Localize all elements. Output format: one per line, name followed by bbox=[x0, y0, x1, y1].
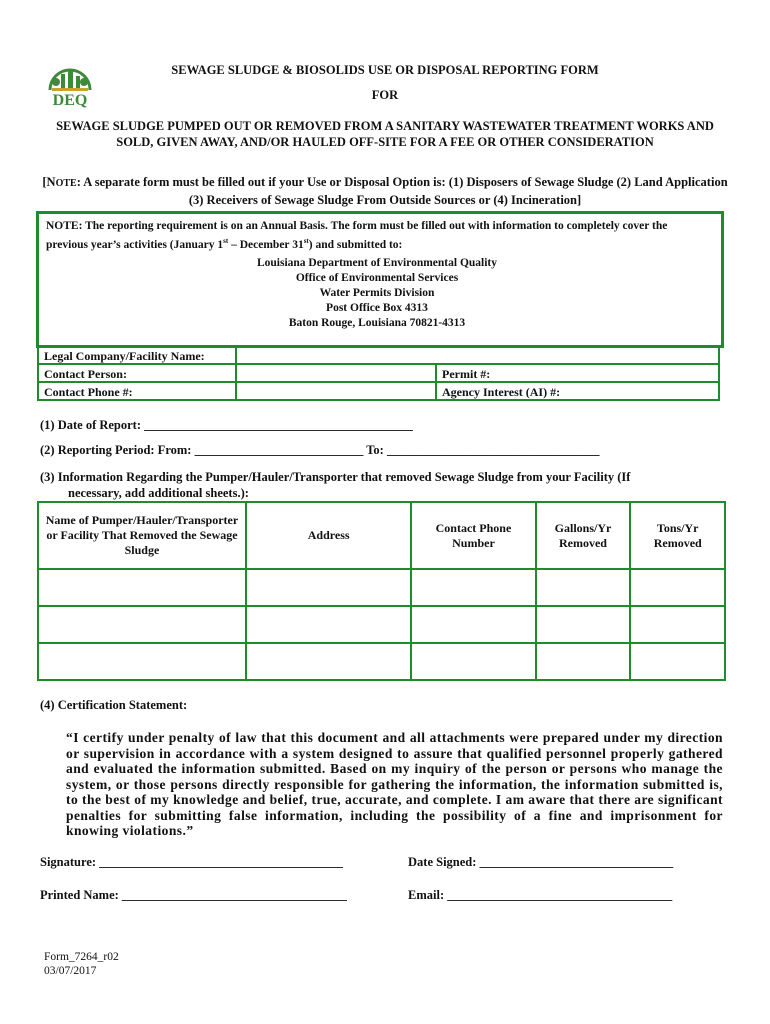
col-header-name: Name of Pumper/Hauler/Transporter or Facility That Removed the Sewage Sludge bbox=[38, 502, 246, 569]
form-footer bbox=[44, 950, 119, 978]
note-sup-2: st bbox=[303, 237, 309, 245]
table-cell[interactable] bbox=[536, 606, 631, 643]
certification-statement: “I certify under penalty of law that this document and all attachments were prepared under my direction or supervision in accordance with a system designed to assure that qualified personnel properly gathered and evaluated the information submitted. Based on my inquiry of the person or persons who manage the system, or those persons directly responsible for gathering the information, the information submitted is, to the best of my knowledge and belief, true, accurate, and complete. I am aware that there are significant penalties for submitting false information, including the possibility of a fine and imprisonment for knowing violations.” bbox=[66, 730, 723, 838]
pumper-hauler-table bbox=[37, 501, 726, 681]
date-of-report[interactable]: (1) Date of Report: ___________________________________________ bbox=[40, 418, 413, 432]
contact-phone-field[interactable] bbox=[235, 381, 437, 401]
table-cell[interactable] bbox=[246, 606, 411, 643]
form-date: 03/07/2017 bbox=[44, 965, 97, 977]
email-line[interactable]: Email: ____________________________________ bbox=[408, 888, 673, 902]
form-subtitle: SEWAGE SLUDGE PUMPED OUT OR REMOVED FROM A SANITARY WASTEWATER TREATMENT WORKS AND SOLD, GIVEN AWAY, AND/OR HAULED OFF-SITE FOR A FEE OR OTHER CONSIDERATION bbox=[56, 119, 714, 149]
table-row bbox=[38, 569, 725, 606]
q3-heading: (3) Information Regarding the Pumper/Hauler/Transporter that removed Sewage Sludge from your Facility (If bbox=[40, 470, 631, 484]
col-header-phone: Contact Phone Number bbox=[411, 502, 535, 569]
table-cell[interactable] bbox=[536, 643, 631, 680]
permit-number-label[interactable]: Permit #: bbox=[435, 363, 720, 383]
table-row bbox=[38, 643, 725, 680]
table-cell[interactable] bbox=[630, 606, 725, 643]
certification-heading: (4) Certification Statement: bbox=[40, 698, 188, 712]
reporting-period[interactable]: (2) Reporting Period: From: ___________________________ To: __________________________________ bbox=[40, 443, 600, 457]
note-text: : A separate form must be filled out if your Use or Disposal Option is: (1) Disposers of Sewage Sludge (2) Land Application (3) Receivers of Sewage Sludge From Outside Sources or (4) Incineration] bbox=[76, 175, 728, 207]
table-cell[interactable] bbox=[630, 643, 725, 680]
mailing-address bbox=[200, 256, 554, 331]
contact-phone-label: Contact Phone #: bbox=[37, 381, 237, 401]
table-cell[interactable] bbox=[38, 606, 246, 643]
company-name-label: Legal Company/Facility Name: bbox=[37, 345, 237, 365]
table-header-row bbox=[38, 502, 725, 569]
table-cell[interactable] bbox=[411, 569, 535, 606]
note-text-c: ) and submitted to: bbox=[308, 238, 403, 251]
signature-line[interactable]: Signature: _______________________________________ bbox=[40, 855, 343, 869]
company-name-field[interactable] bbox=[235, 345, 720, 365]
contact-person-label: Contact Person: bbox=[37, 363, 237, 383]
table-cell[interactable] bbox=[246, 643, 411, 680]
facility-info-grid bbox=[37, 345, 720, 400]
note-small-caps: OTE bbox=[55, 178, 77, 189]
address-line: Office of Environmental Services bbox=[295, 272, 459, 284]
note-text-b: – December 31 bbox=[228, 238, 304, 251]
agency-interest-label[interactable]: Agency Interest (AI) #: bbox=[435, 381, 720, 401]
annual-basis-note bbox=[46, 219, 712, 253]
date-signed-line[interactable]: Date Signed: _______________________________ bbox=[408, 855, 674, 869]
form-title-for: FOR bbox=[371, 88, 399, 102]
note-sup-1: st bbox=[223, 237, 229, 245]
table-cell[interactable] bbox=[411, 643, 535, 680]
printed-name-line[interactable]: Printed Name: ____________________________________ bbox=[40, 888, 347, 902]
form-id: Form_7264_r02 bbox=[44, 951, 119, 963]
table-row bbox=[38, 606, 725, 643]
address-line: Post Office Box 4313 bbox=[326, 302, 428, 314]
address-line: Louisiana Department of Environmental Quality bbox=[256, 257, 498, 269]
contact-person-field[interactable] bbox=[235, 363, 437, 383]
col-header-address: Address bbox=[246, 502, 411, 569]
table-cell[interactable] bbox=[536, 569, 631, 606]
table-cell[interactable] bbox=[246, 569, 411, 606]
address-line: Water Permits Division bbox=[319, 287, 435, 299]
col-header-gallons: Gallons/Yr Removed bbox=[536, 502, 631, 569]
note-text-a: NOTE: The reporting requirement is on an Annual Basis. The form must be filled out with information to completely cover the previous year’s activities (January 1 bbox=[46, 220, 668, 251]
table-cell[interactable] bbox=[38, 643, 246, 680]
form-title: SEWAGE SLUDGE & BIOSOLIDS USE OR DISPOSAL REPORTING FORM bbox=[171, 63, 599, 77]
note-prefix: [N bbox=[42, 175, 56, 189]
table-cell[interactable] bbox=[411, 606, 535, 643]
table-cell[interactable] bbox=[38, 569, 246, 606]
table-cell[interactable] bbox=[630, 569, 725, 606]
logo-text: DEQ bbox=[52, 92, 88, 109]
address-line: Baton Rouge, Louisiana 70821-4313 bbox=[288, 317, 466, 329]
use-option-note bbox=[42, 174, 728, 208]
col-header-tons: Tons/Yr Removed bbox=[630, 502, 725, 569]
q3-heading-cont: necessary, add additional sheets.): bbox=[68, 486, 249, 500]
